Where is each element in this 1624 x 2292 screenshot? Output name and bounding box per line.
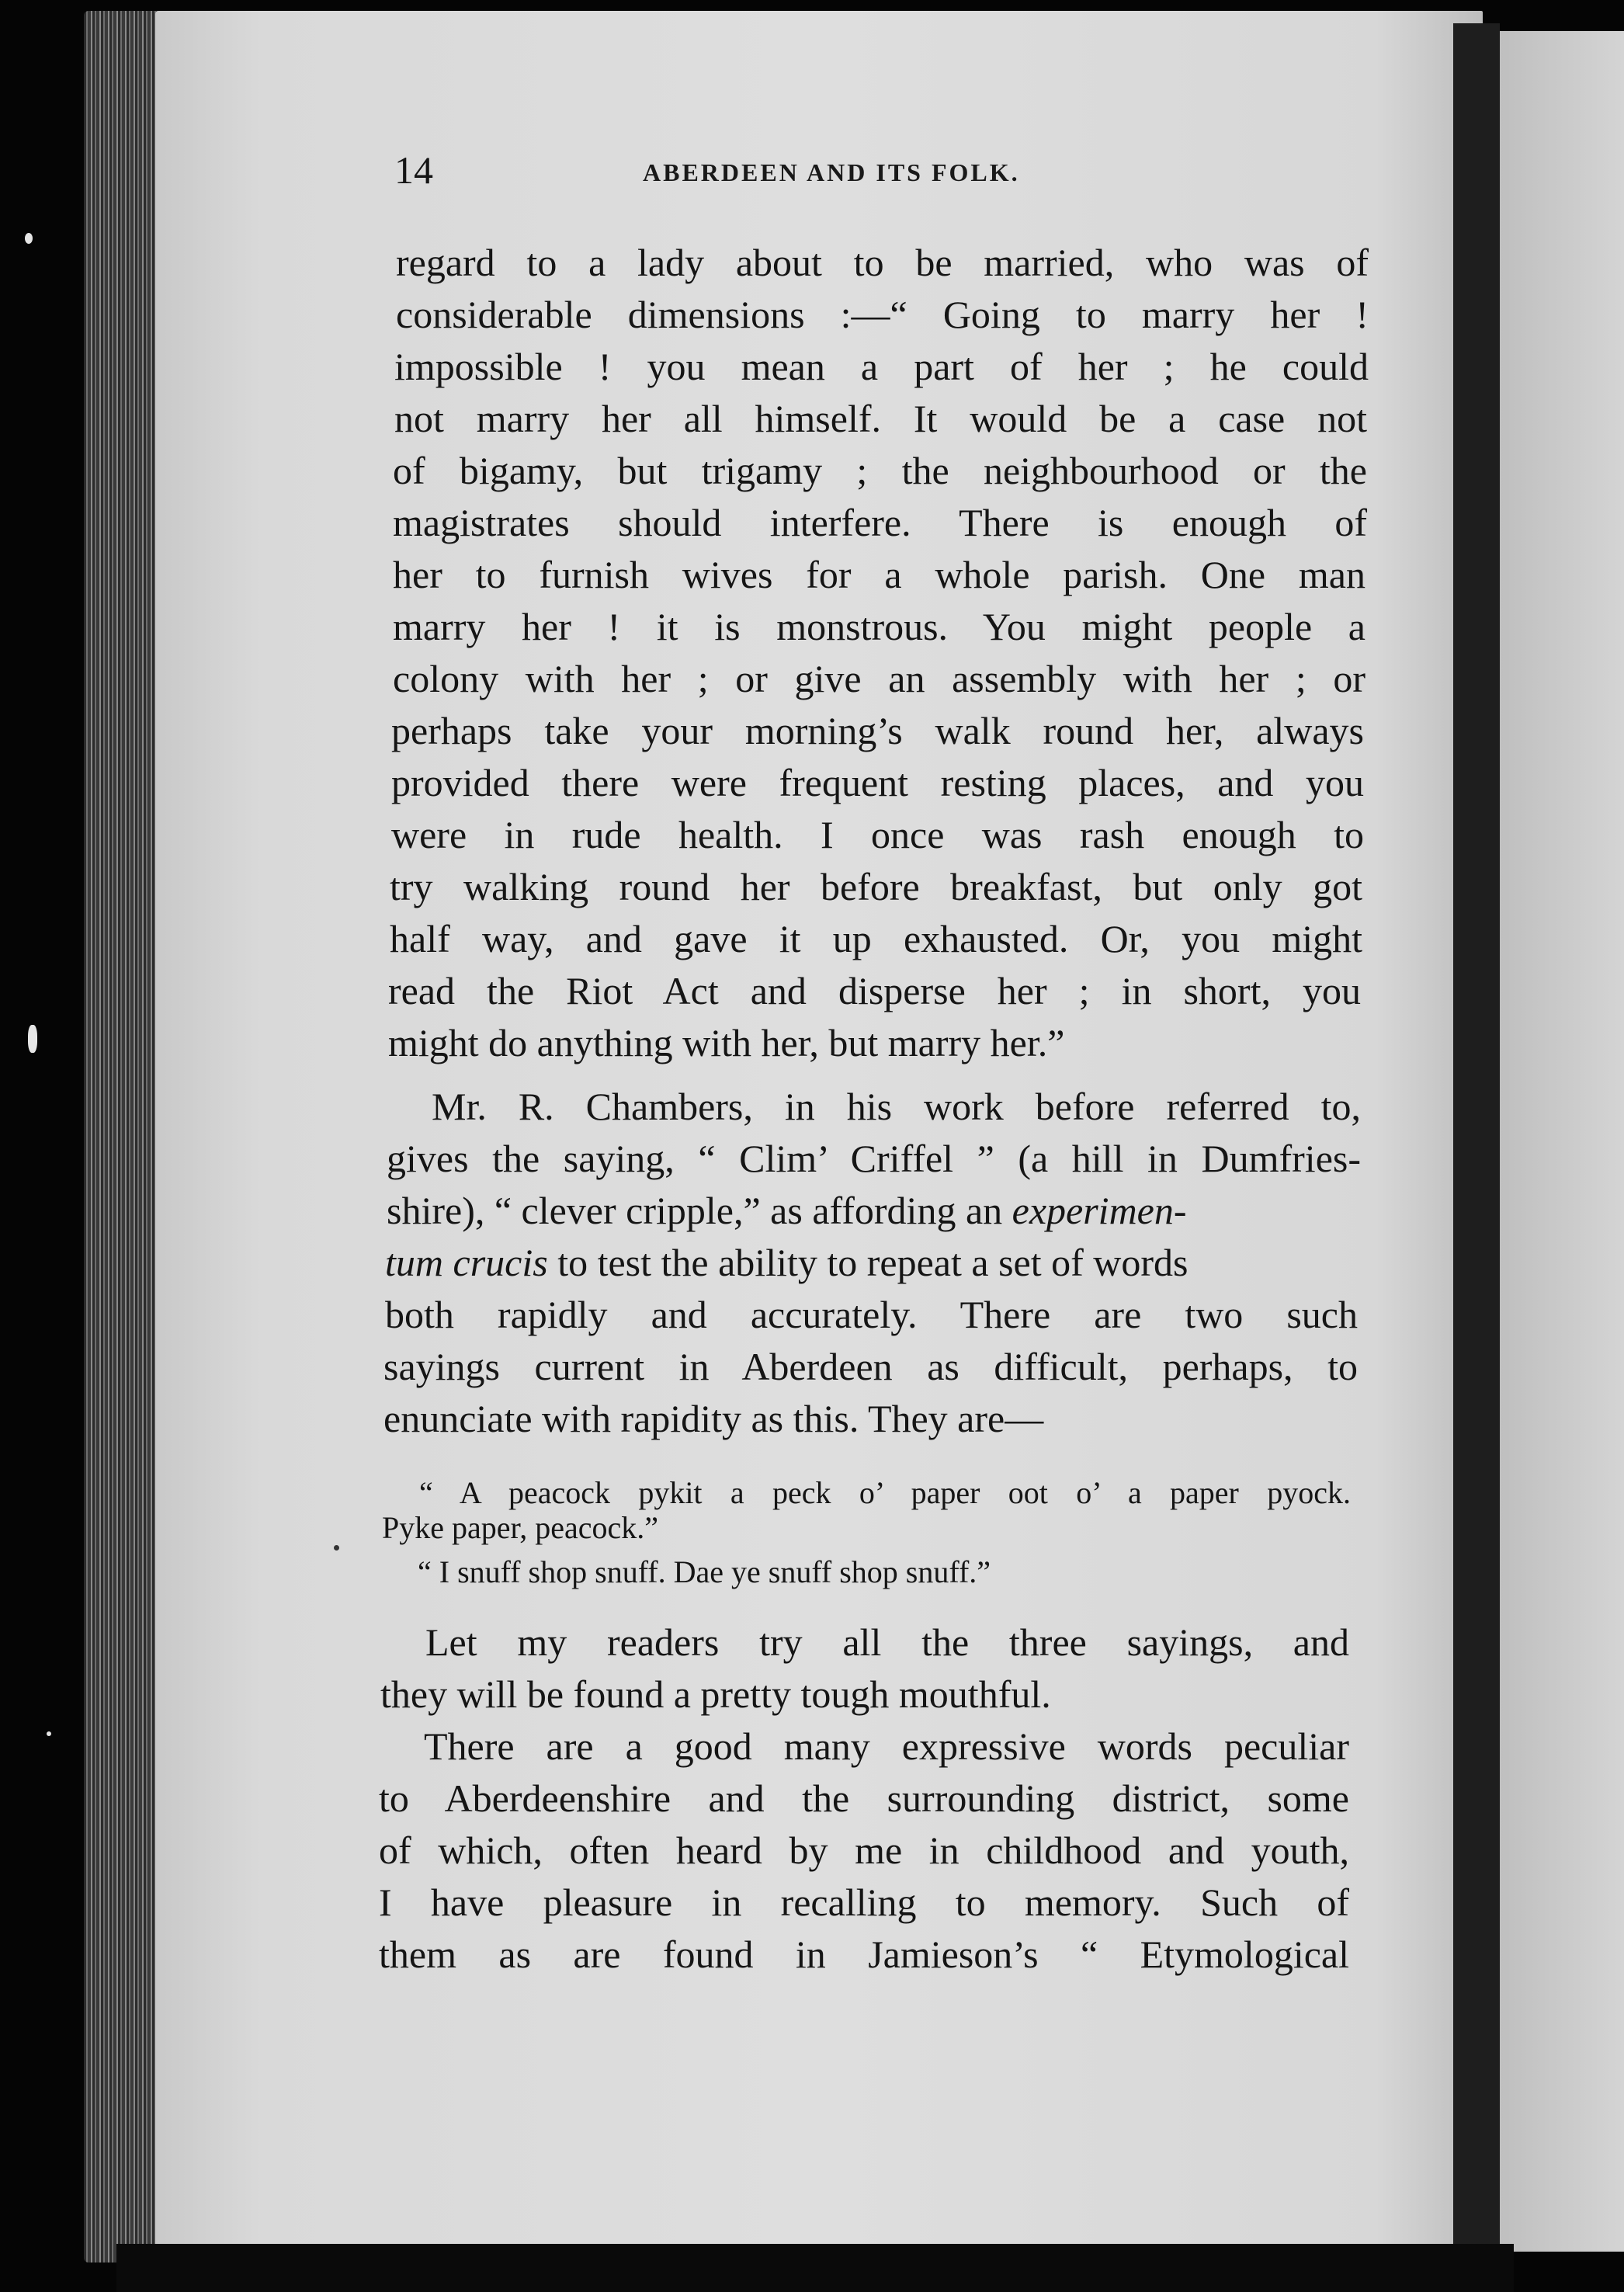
text-line: were in rude health. I once was rash enough to bbox=[391, 813, 1364, 856]
text-line: I have pleasure in recalling to memory. Such of bbox=[379, 1880, 1349, 1924]
text-line: perhaps take your morning’s walk round her, always bbox=[391, 709, 1364, 752]
text-line: them as are found in Jamieson’s “ Etymological bbox=[379, 1933, 1349, 1976]
text-line: they will be found a pretty tough mouthful. bbox=[380, 1672, 1051, 1716]
dust-speck bbox=[334, 1545, 339, 1551]
book-gutter bbox=[1453, 23, 1500, 2252]
text-line: enunciate with rapidity as this. They are— bbox=[383, 1397, 1044, 1440]
quote-line: “ A peacock pykit a peck o’ paper oot o’ a paper pyock. bbox=[419, 1475, 1351, 1510]
text-line: colony with her ; or give an assembly with her ; or bbox=[393, 657, 1365, 700]
text-line: might do anything with her, but marry her.” bbox=[388, 1021, 1065, 1064]
text-line: of bigamy, but trigamy ; the neighbourhood or the bbox=[393, 449, 1367, 492]
dust-speck bbox=[25, 233, 33, 244]
dust-speck bbox=[28, 1025, 37, 1053]
text-line: impossible ! you mean a part of her ; he could bbox=[394, 345, 1369, 388]
running-head bbox=[394, 148, 1365, 202]
italic-phrase: tum crucis bbox=[385, 1241, 548, 1284]
text-line: There are a good many expressive words peculiar bbox=[424, 1724, 1349, 1768]
text-line: to Aberdeenshire and the surrounding district, some bbox=[379, 1776, 1349, 1820]
text-fragment: shire), “ clever cripple,” as affording an bbox=[387, 1189, 1003, 1232]
dust-speck bbox=[47, 1731, 51, 1736]
text-line: gives the saying, “ Clim’ Criffel ” (a hill in Dumfries- bbox=[387, 1137, 1361, 1180]
text-line: considerable dimensions :—“ Going to marry her ! bbox=[396, 293, 1369, 336]
text-line: read the Riot Act and disperse her ; in short, you bbox=[388, 969, 1361, 1012]
text-line: her to furnish wives for a whole parish. One man bbox=[393, 553, 1365, 596]
text-line: regard to a lady about to be married, who was of bbox=[396, 241, 1369, 284]
italic-phrase: experimen- bbox=[1012, 1189, 1187, 1232]
facing-page-edge bbox=[1500, 31, 1624, 2252]
text-line-with-italic bbox=[387, 1187, 1361, 1234]
bottom-shadow bbox=[116, 2244, 1514, 2292]
quote-line: Pyke paper, peacock.” bbox=[382, 1510, 658, 1545]
text-line: Let my readers try all the three sayings, and bbox=[425, 1620, 1349, 1664]
text-line: marry her ! it is monstrous. You might people a bbox=[393, 605, 1365, 648]
text-line: Mr. R. Chambers, in his work before referred to, bbox=[432, 1085, 1361, 1128]
text-line: provided there were frequent resting places, and you bbox=[391, 761, 1364, 804]
text-line: not marry her all himself. It would be a case not bbox=[394, 397, 1367, 440]
quote-line: “ I snuff shop snuff. Dae ye snuff shop snuff.” bbox=[418, 1554, 991, 1589]
text-line: sayings current in Aberdeen as difficult, perhaps, to bbox=[383, 1345, 1358, 1388]
text-line: try walking round her before breakfast, but only got bbox=[390, 865, 1362, 908]
running-title: ABERDEEN AND ITS FOLK. bbox=[643, 158, 1020, 186]
text-line-with-italic bbox=[385, 1239, 1359, 1286]
text-fragment: to test the ability to repeat a set of words bbox=[557, 1241, 1189, 1284]
text-line: half way, and gave it up exhausted. Or, you might bbox=[390, 917, 1362, 960]
text-line: magistrates should interfere. There is enough of bbox=[393, 501, 1367, 544]
page-number: 14 bbox=[394, 148, 433, 192]
text-line: both rapidly and accurately. There are two such bbox=[385, 1293, 1358, 1336]
text-line: of which, often heard by me in childhood and youth, bbox=[379, 1828, 1349, 1872]
